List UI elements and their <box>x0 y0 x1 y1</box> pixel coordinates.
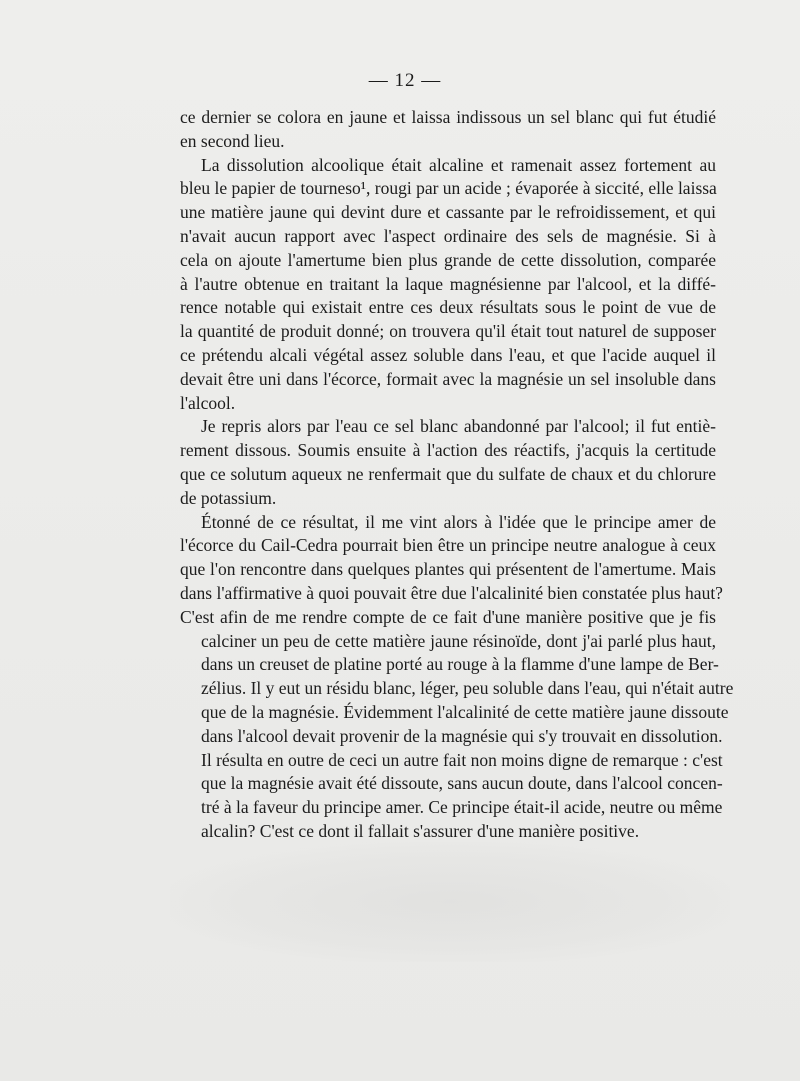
body-text <box>180 106 734 844</box>
text-line: que ce solutum aqueux ne renfermait que du sulfate de chaux et du chlorure <box>180 463 716 484</box>
text-line: Il résulta en outre de ceci un autre fait non moins digne de remarque : c'est <box>201 749 723 770</box>
text-line: dans l'alcool devait provenir de la magnésie qui s'y trouvait en dissolution. <box>201 725 723 746</box>
text-line: Étonné de ce résultat, il me vint alors à l'idée que le principe amer de <box>201 511 716 532</box>
text-line: que de la magnésie. Évidemment l'alcalinité de cette matière jaune dissoute <box>201 701 729 722</box>
text-line: La dissolution alcoolique était alcaline et ramenait assez fortement au <box>201 154 716 175</box>
text-line: devait être uni dans l'écorce, formait avec la magnésie un sel insoluble dans <box>180 368 716 389</box>
text-line: en second lieu. <box>180 130 285 151</box>
text-line: l'alcool. <box>180 392 236 413</box>
text-line: Je repris alors par l'eau ce sel blanc abandonné par l'alcool; il fut entiè- <box>201 416 716 437</box>
text-line: la quantité de produit donné; on trouvera qu'il était tout naturel de supposer <box>180 321 716 342</box>
page-number: — 12 — <box>368 70 442 91</box>
text-line: cela on ajoute l'amertume bien plus grande de cette dissolution, comparée <box>180 249 716 270</box>
text-line: n'avait aucun rapport avec l'aspect ordinaire des sels de magnésie. Si à <box>180 225 716 246</box>
text-line: rence notable qui existait entre ces deux résultats sous le point de vue de <box>180 297 716 318</box>
text-line: dans l'affirmative à quoi pouvait être due l'alcalinité bien constatée plus haut? <box>180 582 723 603</box>
text-line: que l'on rencontre dans quelques plantes qui présentent de l'amertume. Mais <box>180 559 716 580</box>
text-line: que la magnésie avait été dissoute, sans aucun doute, dans l'alcool concen- <box>201 773 723 794</box>
show-through-shadow <box>170 842 730 962</box>
text-line: C'est afin de me rendre compte de ce fait d'une manière positive que je fis <box>180 606 716 627</box>
text-line: à l'autre obtenue en traitant la laque magnésienne par l'alcool, et la diffé- <box>180 273 716 294</box>
text-line: de potassium. <box>180 487 277 508</box>
text-line: dans un creuset de platine porté au rouge à la flamme d'une lampe de Ber- <box>201 654 719 675</box>
text-line: une matière jaune qui devint dure et cassante par le refroidissement, et qui <box>180 202 716 223</box>
text-line: bleu le papier de tourneso¹, rougi par un acide ; évaporée à siccité, elle laissa <box>180 178 717 199</box>
text-line: ce prétendu alcali végétal assez soluble dans l'eau, et que l'acide auquel il <box>180 344 716 365</box>
text-line: l'écorce du Cail-Cedra pourrait bien être un principe neutre analogue à ceux <box>180 535 716 556</box>
text-line: ce dernier se colora en jaune et laissa indissous un sel blanc qui fut étudié <box>180 107 716 127</box>
text-line: rement dissous. Soumis ensuite à l'action des réactifs, j'acquis la certitude <box>180 440 716 461</box>
text-line: zélius. Il y eut un résidu blanc, léger, peu soluble dans l'eau, qui n'était autre <box>201 678 734 699</box>
text-line: alcalin? C'est ce dont il fallait s'assurer d'une manière positive. <box>201 820 640 841</box>
text-line: calciner un peu de cette matière jaune résinoïde, dont j'ai parlé plus haut, <box>201 630 716 651</box>
text-line: tré à la faveur du principe amer. Ce principe était-il acide, neutre ou même <box>201 797 723 818</box>
